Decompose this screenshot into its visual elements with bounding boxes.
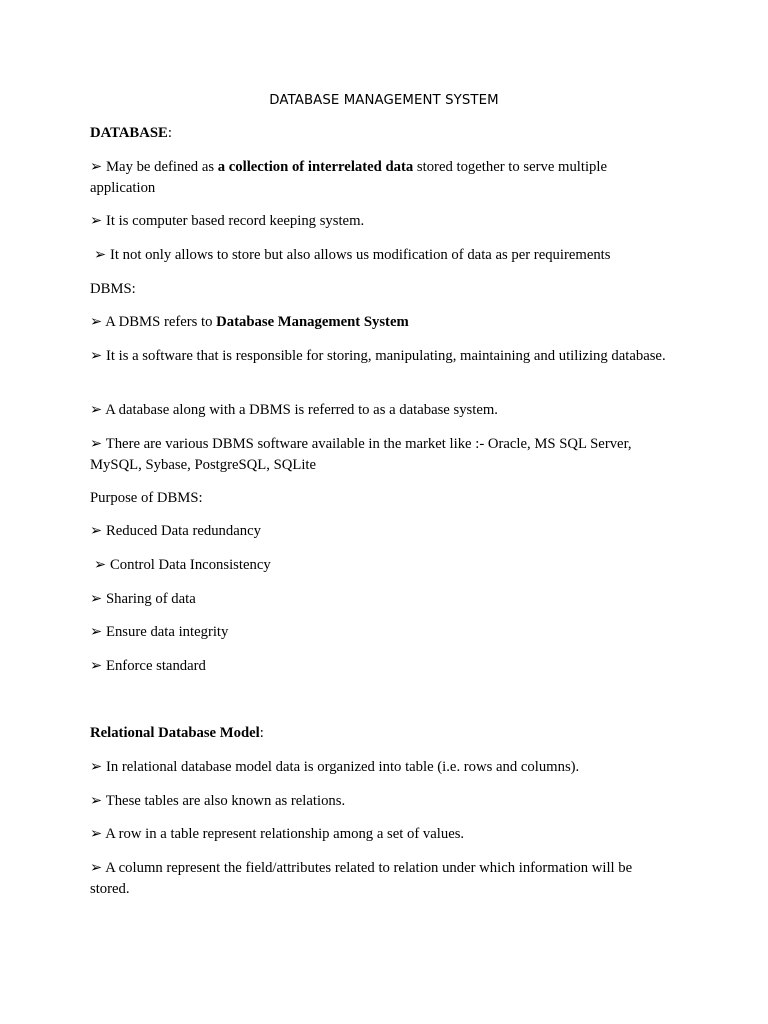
bullet-icon: ➢ — [90, 159, 103, 175]
purpose-item — [94, 555, 674, 576]
bullet-icon: ➢ — [94, 247, 107, 263]
purpose-item — [90, 656, 670, 677]
relational-paragraph-2 — [90, 791, 670, 812]
bullet-icon: ➢ — [90, 860, 103, 876]
bullet-icon: ➢ — [90, 436, 103, 452]
purpose-item-label: Reduced Data redundancy — [105, 523, 261, 539]
purpose-heading: Purpose of DBMS: — [90, 490, 203, 506]
bullet-icon: ➢ — [90, 826, 103, 842]
purpose-item-label: Enforce standard — [105, 658, 206, 674]
bullet-icon: ➢ — [90, 402, 103, 418]
dbms-p3: A database along with a DBMS is referred to as a database system. — [105, 402, 498, 418]
bullet-icon: ➢ — [90, 658, 103, 674]
bullet-icon: ➢ — [90, 348, 103, 364]
database-paragraph-2 — [90, 211, 670, 232]
purpose-item-label: Sharing of data — [105, 591, 196, 607]
purpose-item — [90, 521, 670, 542]
dbms-p4: There are various DBMS software available in the market like :- Oracle, MS SQL Server, MySQL, Sybase, PostgreSQL, SQLite — [90, 436, 632, 473]
database-p2: It is computer based record keeping system. — [105, 213, 365, 229]
database-heading-colon: : — [167, 125, 172, 141]
database-p1-post: stored together to serve multiple application — [90, 159, 607, 196]
bullet-icon: ➢ — [94, 557, 107, 573]
relational-heading-colon: : — [259, 725, 264, 741]
dbms-paragraph-2 — [90, 346, 670, 367]
bullet-icon: ➢ — [90, 793, 103, 809]
database-heading — [90, 123, 670, 144]
purpose-item — [90, 622, 670, 643]
relational-heading-text: Relational Database Model — [90, 725, 260, 741]
relational-paragraph-3 — [90, 824, 670, 845]
purpose-item-label: Ensure data integrity — [105, 624, 229, 640]
database-p3: It not only allows to store but also allows us modification of data as per requirements — [109, 247, 611, 263]
dbms-p1-bold: Database Management System — [216, 314, 409, 330]
relational-paragraph-1 — [90, 757, 670, 778]
database-heading-text: DATABASE — [90, 125, 168, 141]
database-paragraph-1 — [90, 157, 670, 199]
dbms-p2: It is a software that is responsible for storing, manipulating, maintaining and utilizing database. — [105, 348, 666, 364]
dbms-p1-pre: A DBMS refers to — [105, 314, 217, 330]
relational-paragraph-4 — [90, 858, 670, 900]
bullet-icon: ➢ — [90, 759, 103, 775]
bullet-icon: ➢ — [90, 314, 103, 330]
dbms-paragraph-3 — [90, 400, 670, 421]
relational-p3: A row in a table represent relationship among a set of values. — [105, 826, 465, 842]
bullet-icon: ➢ — [90, 523, 103, 539]
relational-p4: A column represent the field/attributes related to relation under which information will be stored. — [90, 860, 633, 897]
database-paragraph-3 — [94, 245, 674, 266]
dbms-paragraph-4 — [90, 434, 670, 476]
bullet-icon: ➢ — [90, 624, 103, 640]
relational-p1: In relational database model data is organized into table (i.e. rows and columns). — [105, 759, 580, 775]
database-p1-pre: May be defined as — [105, 159, 218, 175]
document-title: DATABASE MANAGEMENT SYSTEM — [269, 93, 499, 108]
relational-heading — [90, 723, 670, 744]
relational-p2: These tables are also known as relations. — [105, 793, 346, 809]
purpose-item — [90, 589, 670, 610]
dbms-paragraph-1 — [90, 312, 670, 333]
bullet-icon: ➢ — [90, 213, 103, 229]
dbms-heading: DBMS: — [90, 281, 136, 297]
bullet-icon: ➢ — [90, 591, 103, 607]
database-p1-bold: a collection of interrelated data — [217, 159, 414, 175]
purpose-item-label: Control Data Inconsistency — [109, 557, 271, 573]
